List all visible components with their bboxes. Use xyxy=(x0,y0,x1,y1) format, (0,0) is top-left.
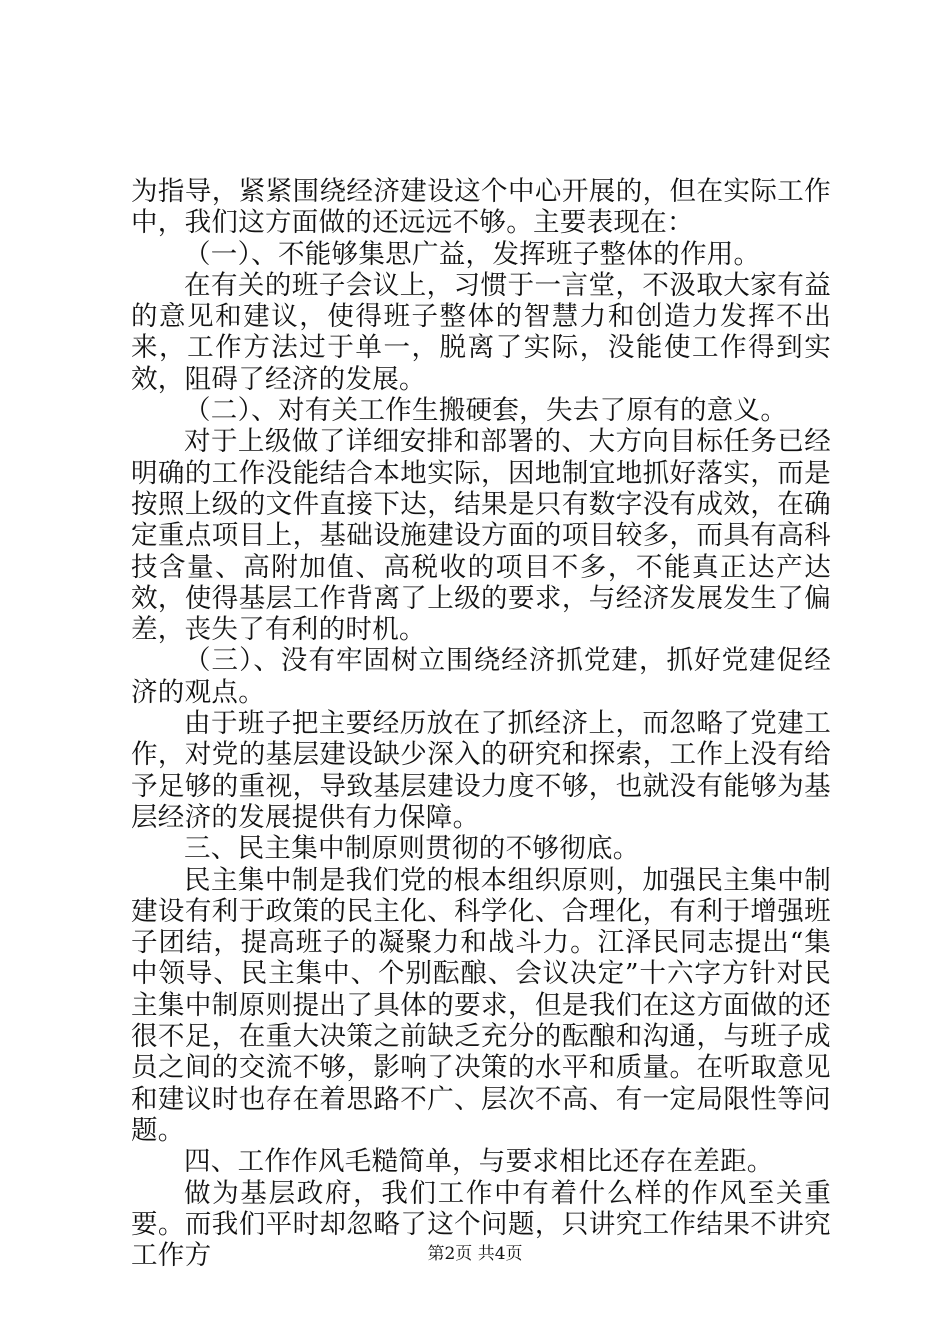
paragraph: 由于班子把主要经历放在了抓经济上，而忽略了党建工作，对党的基层建设缺少深入的研究和探索，工作上没有给予足够的重视，导致基层建设力度不够，也就没有能够为基层经济的发展提供有力保障。 xyxy=(131,708,831,833)
page-number-footer: 第2页 共4页 xyxy=(427,1244,523,1264)
subheading-1: （一）、不能够集思广益，发挥班子整体的作用。 xyxy=(184,238,761,270)
section-heading-4: 四、工作作风毛糙简单，与要求相比还存在差距。 xyxy=(184,1146,774,1178)
paragraph: 对于上级做了详细安排和部署的、大方向目标任务已经明确的工作没能结合本地实际，因地制宜地抓好落实，而是按照上级的文件直接下达，结果是只有数字没有成效，在确定重点项目上，基础设施建设方面的项目较多，而具有高科技含量、高附加值、高税收的项目不多，不能真正达产达效，使得基层工作背离了上级的要求，与经济发展发生了偏差，丧失了有利的时机。 xyxy=(131,426,831,646)
paragraph: 在有关的班子会议上，习惯于一言堂，不汲取大家有益的意见和建议，使得班子整体的智慧力和创造力发挥不出来，工作方法过于单一，脱离了实际，没能使工作得到实效，阻碍了经济的发展。 xyxy=(131,269,831,395)
paragraph-continued: 为指导，紧紧围绕经济建设这个中心开展的，但在实际工作中，我们这方面做的还远远不够。主要表现在： xyxy=(131,176,831,239)
document-body xyxy=(131,176,831,1271)
subheading-3: （三）、没有牢固树立围绕经济抓党建，抓好党建促经济的观点。 xyxy=(131,645,831,708)
paragraph: 民主集中制是我们党的根本组织原则，加强民主集中制建设有利于政策的民主化、科学化、合理化，有利于增强班子团结，提高班子的凝聚力和战斗力。江泽民同志提出“集中领导、民主集中、个别酝酿、会议决定”十六字方针对民主集中制原则提出了具体的要求，但是我们在这方面做的还很不足，在重大决策之前缺乏充分的酝酿和沟通，与班子成员之间的交流不够，影响了决策的水平和质量。在听取意见和建议时也存在着思路不广、层次不高、有一定局限性等问题。 xyxy=(131,864,831,1146)
section-heading-3: 三、民主集中制原则贯彻的不够彻底。 xyxy=(184,833,640,865)
paragraph: 做为基层政府，我们工作中有着什么样的作风至关重要。而我们平时却忽略了这个问题，只讲究工作结果不讲究工作方 xyxy=(131,1177,831,1272)
subheading-2: （二）、对有关工作生搬硬套，失去了原有的意义。 xyxy=(184,395,788,427)
